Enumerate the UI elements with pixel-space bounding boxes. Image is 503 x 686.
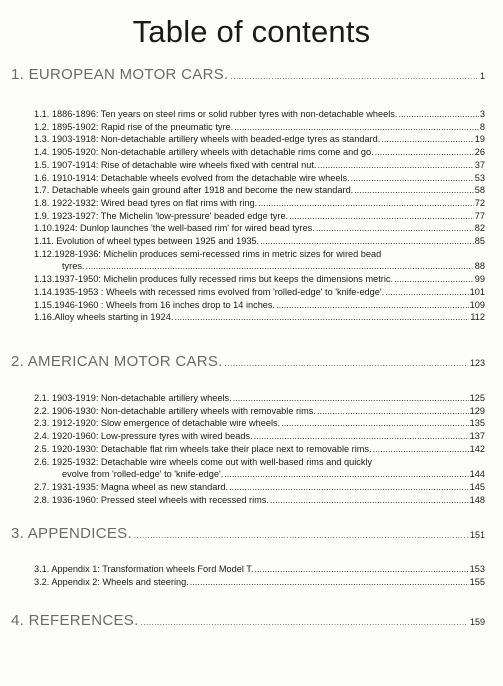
dot-leader bbox=[234, 121, 479, 134]
toc-entry-text: 1.9. 1923-1927: The Michelin 'low-pressure' beaded edge tyre. bbox=[34, 210, 289, 221]
toc-entry[interactable] bbox=[34, 299, 485, 312]
section-page-number: 151 bbox=[469, 530, 485, 540]
dot-leader bbox=[398, 108, 478, 121]
toc-entry-text-continued: evolve from 'rolled-edge' to 'knife-edge'. bbox=[62, 469, 224, 480]
toc-entry-page-number: 101 bbox=[469, 286, 485, 297]
dot-leader bbox=[254, 430, 469, 443]
toc-entry-text: 1.5. 1907-1914: Rise of detachable wire wheels fixed with central nut. bbox=[34, 159, 317, 170]
toc-entry-text: 2.3. 1912-1920: Slow emergence of detachable wire wheels. bbox=[34, 418, 281, 429]
dot-leader bbox=[190, 576, 469, 589]
toc-entry-text: 1.12.1928-1936: Michelin produces semi-recessed rims in metric sizes for wired bead bbox=[34, 248, 382, 259]
toc-entry[interactable] bbox=[34, 456, 485, 481]
toc-entry[interactable] bbox=[34, 235, 485, 248]
toc-entry-text: 2.8. 1936-1960: Pressed steel wheels with recessed rims. bbox=[34, 494, 269, 505]
toc-entry-text: 2.7. 1931-1935: Magna wheel as new standard. bbox=[34, 481, 229, 492]
toc-entry-text: 1.2. 1895-1902: Rapid rise of the pneumatic tyre. bbox=[34, 121, 234, 132]
section-heading-american[interactable] bbox=[11, 353, 485, 370]
toc-entry[interactable] bbox=[34, 197, 485, 210]
dot-leader bbox=[317, 405, 469, 418]
toc-entry[interactable] bbox=[34, 121, 485, 134]
toc-entry-text: 2.2. 1906-1930: Non-detachable artillery wheels with removable rims. bbox=[34, 405, 316, 416]
section-page-number: 159 bbox=[469, 617, 485, 627]
toc-entry[interactable] bbox=[34, 481, 485, 494]
dot-leader bbox=[354, 184, 474, 197]
entries-american bbox=[34, 392, 485, 506]
toc-entry-text: 2.6. 1925-1932: Detachable wire wheels come out with well-based rims and quickly bbox=[34, 456, 373, 467]
toc-entry-page-number: 112 bbox=[470, 312, 485, 323]
toc-entry[interactable] bbox=[34, 210, 485, 223]
toc-entry[interactable] bbox=[34, 563, 485, 576]
toc-entry-text: 1.8. 1922-1932: Wired bead tyres on flat rims with ring. bbox=[34, 197, 258, 208]
dot-leader bbox=[381, 133, 473, 146]
toc-entry-page-number: 88 bbox=[474, 261, 485, 272]
dot-leader bbox=[225, 359, 468, 368]
section-heading-references[interactable] bbox=[11, 612, 485, 629]
section-title: 3. APPENDICES. bbox=[11, 525, 132, 542]
section-title: 4. REFERENCES. bbox=[11, 612, 139, 629]
dot-leader bbox=[260, 235, 474, 248]
toc-entry[interactable] bbox=[34, 172, 485, 185]
toc-entry-text: 1.4. 1905-1920: Non-detachable artillery wheels with detachable rims come and go. bbox=[34, 147, 374, 158]
toc-entry-text: 3.1. Appendix 1: Transformation wheels Ford Model T. bbox=[34, 564, 254, 574]
dot-leader bbox=[276, 299, 469, 312]
toc-entry-page-number: 109 bbox=[469, 299, 485, 310]
dot-leader bbox=[385, 286, 468, 299]
toc-entry-page-number: 3 bbox=[479, 109, 485, 119]
toc-entry-page-number: 26 bbox=[474, 147, 485, 158]
toc-entry-page-number: 135 bbox=[469, 418, 485, 429]
section-page-number: 123 bbox=[469, 358, 485, 368]
toc-entry-page-number: 82 bbox=[474, 223, 485, 234]
dot-leader bbox=[174, 311, 469, 324]
toc-entry-page-number: 153 bbox=[469, 564, 485, 574]
toc-entry-page-number: 125 bbox=[469, 393, 485, 403]
toc-entry[interactable] bbox=[34, 430, 485, 443]
toc-entry[interactable] bbox=[34, 133, 485, 146]
toc-entry[interactable] bbox=[34, 286, 485, 299]
toc-entry[interactable] bbox=[34, 159, 485, 172]
dot-leader bbox=[224, 468, 468, 481]
dot-leader bbox=[316, 222, 474, 235]
toc-entry-text: 2.4. 1920-1960: Low-pressure tyres with wired beads. bbox=[34, 431, 253, 442]
toc-entry-page-number: 53 bbox=[474, 172, 485, 183]
toc-entry-page-number: 155 bbox=[469, 576, 485, 587]
toc-entry-text: 1.6. 1910-1914: Detachable wheels evolved from the detachable wire wheels. bbox=[34, 172, 350, 183]
toc-entry-page-number: 58 bbox=[474, 185, 485, 196]
toc-entry[interactable] bbox=[34, 146, 485, 159]
dot-leader bbox=[289, 210, 474, 223]
dot-leader bbox=[394, 273, 474, 286]
dot-leader bbox=[281, 417, 468, 430]
toc-entry-text: 2.5. 1920-1930: Detachable flat rim wheels take their place next to removable rims. bbox=[34, 443, 372, 454]
dot-leader bbox=[229, 481, 469, 494]
toc-entry-text-continued: tyres. bbox=[62, 261, 85, 272]
toc-entry-page-number: 77 bbox=[474, 210, 485, 221]
dot-leader bbox=[134, 531, 468, 540]
section-heading-appendices[interactable] bbox=[11, 525, 485, 542]
toc-entry[interactable] bbox=[34, 576, 485, 589]
toc-entry-page-number: 142 bbox=[469, 443, 485, 454]
toc-entry[interactable] bbox=[34, 311, 485, 324]
toc-entry-text: 1.14.1935-1953 : Wheels with recessed rims evolved from 'rolled-edge' to 'knife-edge'. bbox=[34, 286, 385, 297]
toc-entry[interactable] bbox=[34, 184, 485, 197]
toc-entry-text: 1.13.1937-1950: Michelin produces fully recessed rims but keeps the dimensions metric. bbox=[34, 274, 394, 285]
toc-entry-page-number: 145 bbox=[469, 481, 485, 492]
toc-entry-text: 1.15.1946-1960 : Wheels from 16 inches drop to 14 inches. bbox=[34, 299, 276, 310]
dot-leader bbox=[317, 159, 473, 172]
toc-entry[interactable] bbox=[34, 248, 485, 273]
toc-entry-page-number: 144 bbox=[469, 469, 485, 480]
page-title: Table of contents bbox=[132, 14, 371, 49]
dot-leader bbox=[85, 260, 473, 273]
dot-leader bbox=[254, 563, 468, 576]
toc-entry-page-number: 19 bbox=[474, 134, 485, 145]
dot-leader bbox=[141, 618, 468, 627]
toc-entry-text: 3.2. Appendix 2: Wheels and steering. bbox=[34, 576, 189, 587]
toc-entry-text: 1.16.Alloy wheels starting in 1924. bbox=[34, 312, 174, 323]
dot-leader bbox=[270, 494, 469, 507]
toc-entry-text: 1.10.1924: Dunlop launches 'the well-based rim' for wired bead tyres. bbox=[34, 223, 315, 234]
toc-entry-page-number: 37 bbox=[474, 159, 485, 170]
dot-leader bbox=[373, 443, 469, 456]
toc-entry[interactable] bbox=[34, 417, 485, 430]
section-title: 1. EUROPEAN MOTOR CARS. bbox=[11, 66, 229, 83]
section-title: 2. AMERICAN MOTOR CARS. bbox=[11, 353, 223, 370]
section-heading-european[interactable] bbox=[11, 66, 485, 83]
dot-leader bbox=[258, 197, 474, 210]
toc-entry-page-number: 99 bbox=[474, 274, 485, 285]
toc-entry-text: 1.1. 1886-1896: Ten years on steel rims or solid rubber tyres with non-detachable wheels. bbox=[34, 109, 398, 119]
toc-entry-page-number: 137 bbox=[469, 431, 485, 442]
dot-leader bbox=[375, 146, 474, 159]
dot-leader bbox=[231, 72, 478, 81]
toc-entry[interactable] bbox=[34, 108, 485, 121]
toc-entry[interactable] bbox=[34, 443, 485, 456]
toc-entry-text: 2.1. 1903-1919: Non-detachable artillery wheels. bbox=[34, 393, 232, 403]
toc-entry[interactable] bbox=[34, 405, 485, 418]
toc-entry[interactable] bbox=[34, 273, 485, 286]
toc-entry-page-number: 148 bbox=[469, 494, 485, 505]
toc-entry-page-number: 72 bbox=[474, 197, 485, 208]
toc-entry-text: 1.3. 1903-1918: Non-detachable artillery wheels with beaded-edge tyres as standard. bbox=[34, 134, 381, 145]
dot-leader bbox=[233, 392, 469, 405]
toc-entry[interactable] bbox=[34, 494, 485, 507]
toc-entry-page-number: 129 bbox=[469, 405, 485, 416]
section-page-number: 1 bbox=[479, 71, 485, 81]
toc-entry[interactable] bbox=[34, 222, 485, 235]
entries-european bbox=[34, 108, 485, 324]
toc-entry-page-number: 85 bbox=[474, 236, 485, 247]
dot-leader bbox=[351, 172, 474, 185]
entries-appendices bbox=[34, 563, 485, 588]
toc-entry-text: 1.11. Evolution of wheel types between 1925 and 1935. bbox=[34, 236, 260, 247]
toc-entry[interactable] bbox=[34, 392, 485, 405]
toc-entry-text: 1.7. Detachable wheels gain ground after 1918 and become the new standard. bbox=[34, 185, 354, 196]
toc-entry-page-number: 8 bbox=[479, 121, 485, 132]
